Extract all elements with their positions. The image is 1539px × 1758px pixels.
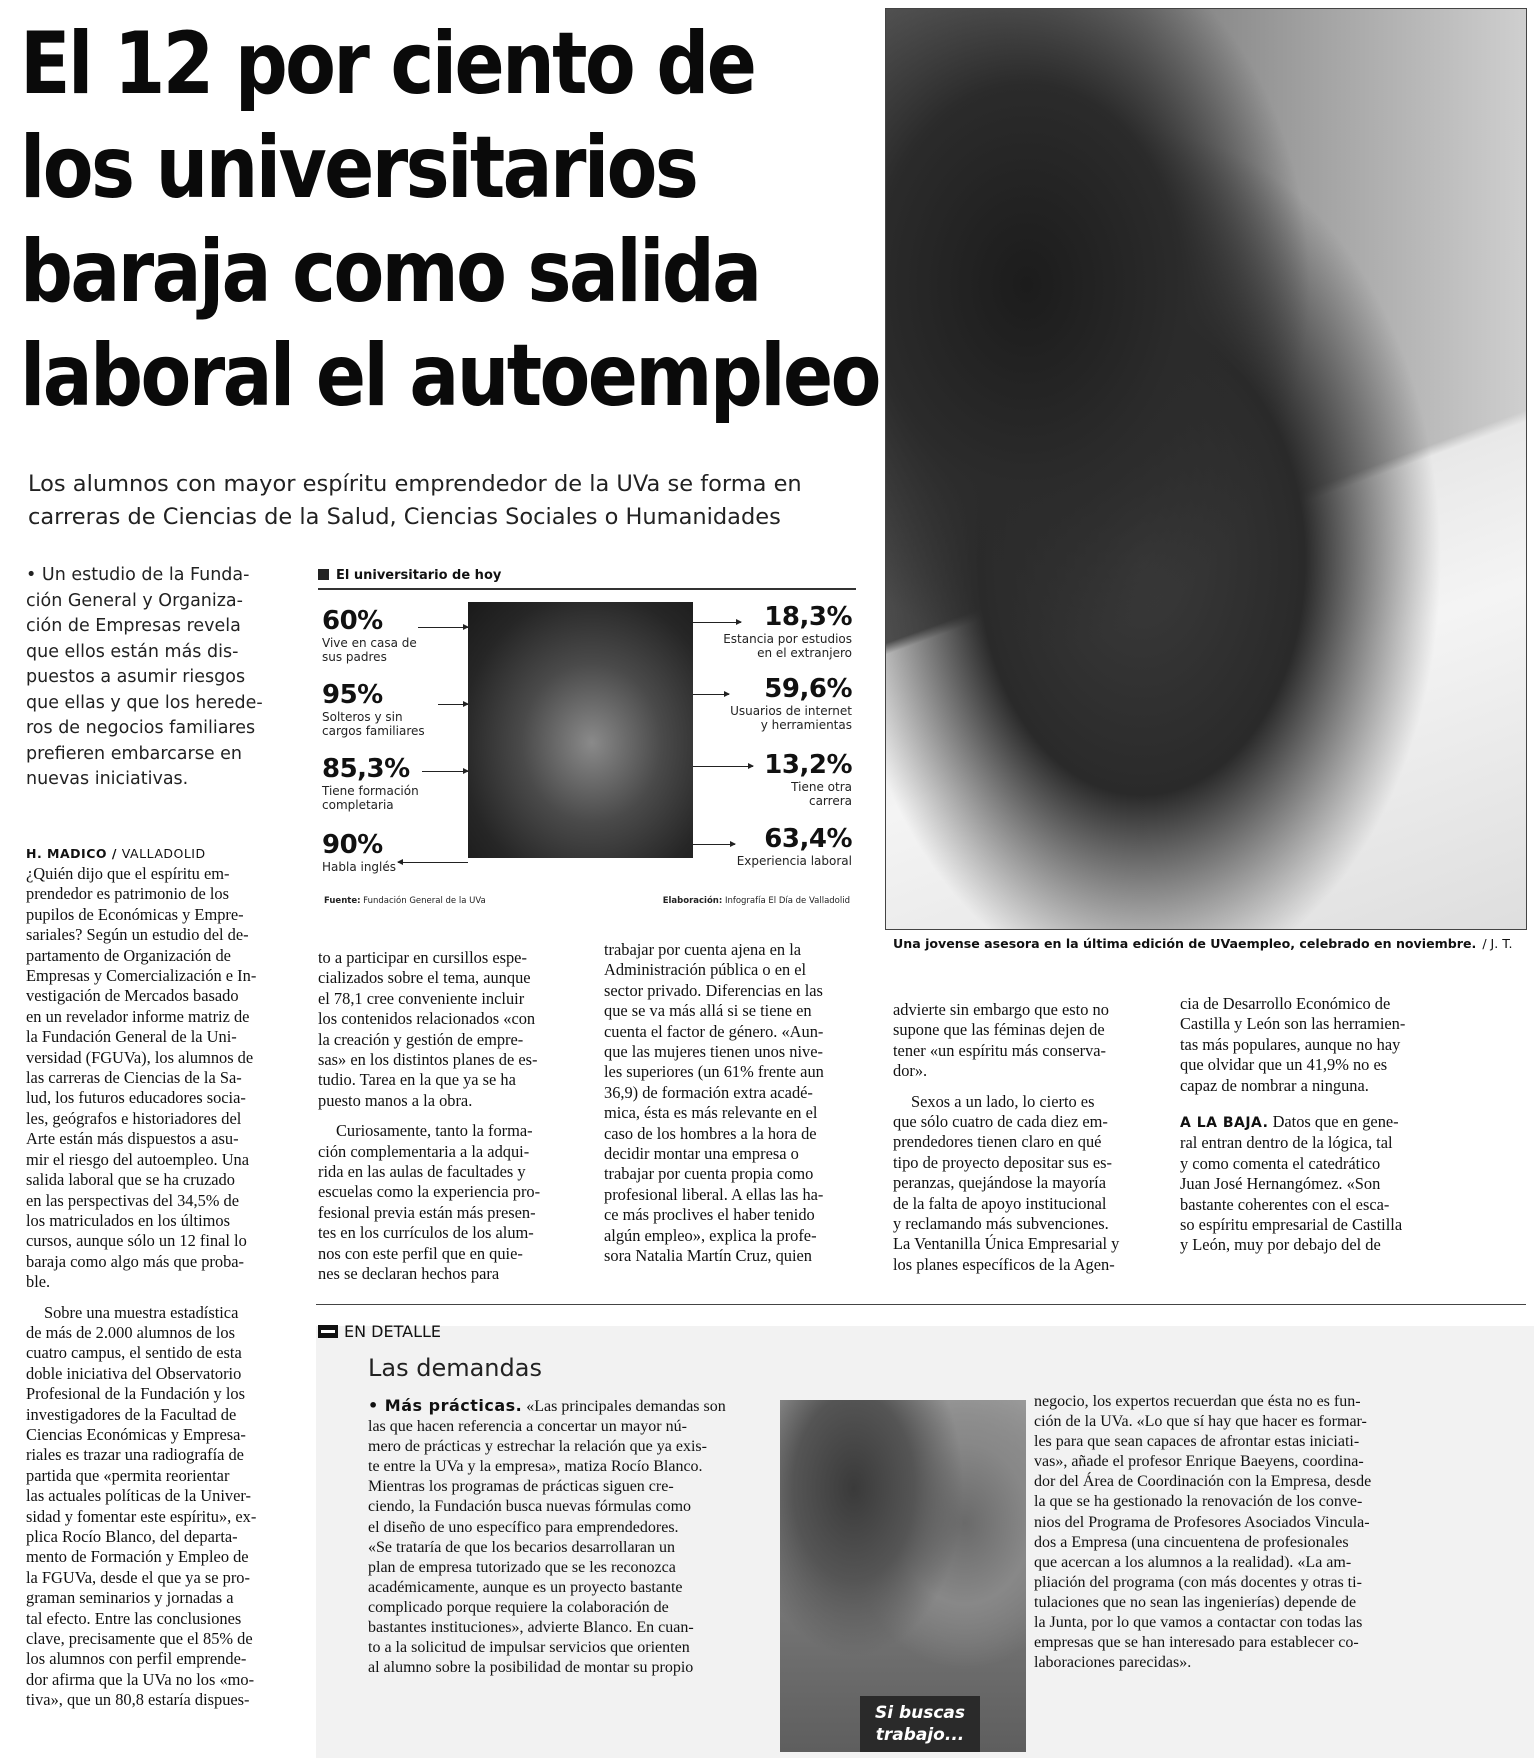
body-line: los alumnos con perfil emprende- bbox=[26, 1649, 247, 1669]
body-line: que olvidar que un 41,9% no es bbox=[1180, 1055, 1388, 1075]
stat-label: Vive en casa de bbox=[322, 636, 417, 650]
body-line: sector privado. Diferencias en las bbox=[604, 980, 823, 1000]
stat-left bbox=[322, 754, 419, 812]
main-photo bbox=[885, 8, 1527, 930]
byline-author: H. MADICO bbox=[26, 846, 108, 861]
body-line: ción complementaria a la adqui- bbox=[318, 1141, 530, 1161]
body-line: en las perspectivas del 34,5% de bbox=[26, 1190, 240, 1210]
stat-left bbox=[322, 830, 396, 874]
stat-value: 13,2% bbox=[764, 750, 852, 780]
body-line: los contenidos relacionados «con bbox=[318, 1009, 536, 1029]
body-line: Ciencias Económicas y Empresa- bbox=[26, 1424, 246, 1444]
subheadline bbox=[28, 468, 868, 534]
stat-right bbox=[737, 824, 852, 868]
pointer-arrow-icon bbox=[418, 627, 468, 628]
stat-label: sus padres bbox=[322, 650, 387, 664]
body-line: ce más proclives el haber tenido bbox=[604, 1205, 815, 1225]
pointer-arrow-icon bbox=[422, 771, 468, 772]
body-line: tipo de proyecto depositar sus es- bbox=[893, 1152, 1112, 1172]
lead-line: prefieren embarcarse en bbox=[26, 743, 243, 764]
body-line: mir el riesgo del autoempleo. Una bbox=[26, 1149, 250, 1169]
lead-line: ción General y Organiza- bbox=[26, 590, 243, 611]
body-line: la creación y gestión de empre- bbox=[318, 1029, 524, 1049]
byline bbox=[26, 846, 206, 861]
photo-credit: / J. T. bbox=[1482, 936, 1513, 951]
pointer-arrow-icon bbox=[693, 844, 735, 845]
body-line: mica, ésta es más relevante en el bbox=[604, 1103, 818, 1123]
pointer-arrow-icon bbox=[693, 766, 753, 767]
body-line: los planes específicos de la Agen- bbox=[893, 1254, 1115, 1274]
body-line: to a la solicitud de impulsar servicios que orienten bbox=[368, 1639, 690, 1657]
body-line: cia de Desarrollo Económico de bbox=[1180, 994, 1391, 1013]
stat-value: 85,3% bbox=[322, 754, 410, 784]
pointer-arrow-icon bbox=[398, 862, 468, 863]
body-line: advierte sin embargo que esto no bbox=[893, 1000, 1109, 1019]
body-line: so espíritu empresarial de Castilla bbox=[1180, 1215, 1403, 1235]
body-line: decidir montar una empresa o bbox=[604, 1144, 799, 1164]
headline bbox=[20, 12, 879, 428]
body-line: salida laboral que se ha cruzado bbox=[26, 1170, 235, 1190]
body-column-2 bbox=[318, 948, 582, 1285]
body-line: puesto manos a la obra. bbox=[318, 1090, 473, 1110]
body-line: la Junta, por lo que vamos a contactar con todas las bbox=[1034, 1614, 1363, 1632]
infographic bbox=[318, 566, 856, 912]
body-line: el diseño de uno específico para emprendedores. bbox=[368, 1518, 679, 1536]
stat-label: cargos familiares bbox=[322, 724, 425, 738]
pointer-arrow-icon bbox=[693, 622, 741, 623]
body-line: y reclamando más subvenciones. bbox=[893, 1214, 1109, 1234]
body-line: supone que las féminas dejen de bbox=[893, 1020, 1105, 1040]
square-bullet-icon bbox=[318, 569, 329, 580]
infographic-title-text: El universitario de hoy bbox=[336, 568, 502, 583]
lead-summary bbox=[26, 563, 276, 793]
infographic-photo bbox=[468, 602, 693, 858]
body-line: sariales? Según un estudio del de- bbox=[26, 925, 249, 945]
stat-value: 60% bbox=[322, 606, 383, 636]
body-line: complicado porque requiere la colaboración de bbox=[368, 1598, 669, 1616]
headline-line: laboral el autoempleo bbox=[20, 326, 879, 426]
body-line: dor». bbox=[893, 1061, 928, 1081]
credit-label: Elaboración: bbox=[662, 896, 723, 906]
byline-place: VALLADOLID bbox=[121, 846, 206, 861]
body-line: sas» en los distintos planes de es- bbox=[318, 1050, 538, 1070]
body-line: capaz de nombrar a ninguna. bbox=[1180, 1075, 1369, 1095]
detail-tag-icon bbox=[318, 1325, 338, 1338]
photo-caption bbox=[893, 936, 1512, 951]
body-line: 36,9) de formación extra acadé- bbox=[604, 1082, 813, 1102]
body-line: cuenta el factor de género. «Aun- bbox=[604, 1021, 824, 1041]
detail-kicker: • Más prácticas. bbox=[368, 1396, 523, 1415]
body-line: riales es trazar una radiografía de bbox=[26, 1445, 244, 1465]
body-line: te entre la UVa y la empresa», matiza Rocío Blanco. bbox=[368, 1458, 703, 1476]
body-line: las actuales políticas de la Univer- bbox=[26, 1486, 251, 1506]
body-line: los matriculados en los últimos bbox=[26, 1210, 230, 1230]
section-kicker: A LA BAJA. bbox=[1180, 1115, 1269, 1132]
stat-label: Tiene formación bbox=[322, 784, 419, 798]
lead-line: puestos a asumir riesgos bbox=[26, 667, 246, 687]
subheadline-line: carreras de Ciencias de la Salud, Ciencias Sociales o Humanidades bbox=[28, 504, 781, 530]
body-line: Curiosamente, tanto la forma- bbox=[336, 1121, 533, 1141]
body-line: dor del Área de Coordinación con la Empresa, desde bbox=[1034, 1473, 1372, 1491]
stat-label: Usuarios de internet bbox=[730, 704, 852, 718]
body-line: el 78,1 cree conveniente incluir bbox=[318, 988, 525, 1008]
detail-title: Las demandas bbox=[368, 1354, 542, 1382]
photo-sign-line: Si buscas bbox=[874, 1703, 966, 1723]
body-line: trabajar por cuenta propia como bbox=[604, 1164, 814, 1184]
body-line: ble. bbox=[26, 1272, 51, 1292]
body-line: las que hacen referencia a concertar un mayor nú- bbox=[368, 1418, 687, 1436]
body-line: to a participar en cursillos espe- bbox=[318, 948, 527, 967]
source-label: Fuente: bbox=[324, 896, 361, 906]
body-line: pupilos de Económicas y Empre- bbox=[26, 904, 244, 924]
body-line: Juan José Hernangómez. «Son bbox=[1180, 1174, 1381, 1194]
body-line: bastantes instituciones», advierte Blanco. En cuan- bbox=[368, 1619, 694, 1637]
body-line: ¿Quién dijo que el espíritu em- bbox=[26, 864, 230, 883]
body-line: cializados sobre el tema, aunque bbox=[318, 968, 531, 988]
byline-separator: / bbox=[107, 846, 122, 861]
photo-sign bbox=[860, 1696, 980, 1752]
headline-line: El 12 por ciento de bbox=[20, 14, 755, 114]
infographic-credit bbox=[663, 896, 850, 906]
body-line: Sexos a un lado, lo cierto es bbox=[911, 1091, 1095, 1111]
body-line: ciendo, la Fundación busca nuevas fórmulas como bbox=[368, 1498, 692, 1516]
photo-sign-line: trabajo... bbox=[875, 1725, 965, 1745]
body-line: prendedor es patrimonio de los bbox=[26, 884, 230, 904]
body-line bbox=[368, 1396, 768, 1417]
body-line: sidad y fomentar este espíritu», ex- bbox=[26, 1506, 257, 1526]
body-line: partamento de Organización de bbox=[26, 945, 231, 965]
section-divider bbox=[316, 1304, 1526, 1305]
body-line: dor afirma que la UVa no los «mo- bbox=[26, 1669, 255, 1689]
body-line: tiva», que un 80,8 estaría dispues- bbox=[26, 1690, 250, 1710]
stat-right bbox=[764, 750, 852, 808]
photo-caption-text: Una jovense asesora en la última edición de UVaempleo, celebrado en noviembre. bbox=[893, 936, 1477, 951]
body-line: algún empleo», explica la profe- bbox=[604, 1225, 817, 1245]
body-line: nios del Programa de Profesores Asociados Vincula- bbox=[1034, 1513, 1370, 1531]
body-line bbox=[1180, 1112, 1444, 1133]
detail-column-left bbox=[368, 1396, 768, 1678]
subheadline-line: Los alumnos con mayor espíritu emprendedor de la UVa se forma en bbox=[28, 471, 802, 497]
body-line: la que se ha gestionado la renovación de los conve- bbox=[1034, 1493, 1363, 1511]
stat-right bbox=[730, 674, 852, 732]
body-line: versidad (FGUVa), los alumnos de bbox=[26, 1047, 254, 1067]
body-line: Sobre una muestra estadística bbox=[44, 1302, 239, 1322]
body-line: la Fundación General de la Uni- bbox=[26, 1027, 237, 1047]
body-line: laboraciones parecidas». bbox=[1034, 1654, 1192, 1672]
lead-line: nuevas iniciativas. bbox=[26, 769, 189, 789]
body-line: caso de los hombres a la hora de bbox=[604, 1123, 817, 1143]
body-line: Profesional de la Fundación y los bbox=[26, 1384, 245, 1404]
stat-label: Estancia por estudios bbox=[723, 632, 852, 646]
body-line: tudio. Tarea en la que ya se ha bbox=[318, 1070, 516, 1090]
body-line: nos con este perfil que en quie- bbox=[318, 1243, 523, 1263]
stat-left bbox=[322, 606, 417, 664]
body-line: y como comenta el catedrático bbox=[1180, 1153, 1381, 1173]
body-line: que acercan a los alumnos a la realidad). «La am- bbox=[1034, 1553, 1352, 1571]
stat-label: Tiene otra bbox=[791, 780, 852, 794]
body-line: Castilla y León son las herramien- bbox=[1180, 1014, 1406, 1034]
stat-value: 95% bbox=[322, 680, 383, 710]
body-line: trabajar por cuenta ajena en la bbox=[604, 940, 802, 959]
body-line: que se va más allá si se tiene en bbox=[604, 1001, 812, 1021]
stat-label: Solteros y sin bbox=[322, 710, 403, 724]
body-line: peranzas, quejándose la mayoría bbox=[893, 1173, 1106, 1193]
body-line: prendedores tienen claro en qué bbox=[893, 1132, 1102, 1152]
lead-line: • Un estudio de la Funda- bbox=[26, 565, 250, 585]
infographic-source bbox=[324, 896, 486, 906]
body-line: Arte están más dispuestos a asu- bbox=[26, 1129, 239, 1149]
body-line: Mientras los programas de prácticas siguen cre- bbox=[368, 1478, 674, 1496]
body-line: en un revelador informe matriz de bbox=[26, 1006, 250, 1026]
body-line-text: «Las principales demandas son bbox=[522, 1398, 726, 1415]
body-line: la FGUVa, desde el que ya se pro- bbox=[26, 1567, 250, 1587]
stat-label: en el extranjero bbox=[757, 646, 852, 660]
body-line: Administración pública o en el bbox=[604, 960, 807, 980]
body-line: profesional liberal. A ellas las ha- bbox=[604, 1184, 824, 1204]
stat-value: 18,3% bbox=[764, 602, 852, 632]
detail-column-right bbox=[1034, 1392, 1464, 1673]
body-line: vestigación de Mercados basado bbox=[26, 986, 239, 1006]
body-line: lud, los futuros educadores socia- bbox=[26, 1088, 246, 1108]
lead-line: que ellas y que los herede- bbox=[26, 692, 263, 713]
stat-label: completaria bbox=[322, 798, 394, 812]
body-line: tes en los currículos de los alum- bbox=[318, 1223, 534, 1243]
body-line: sora Natalia Martín Cruz, quien bbox=[604, 1246, 813, 1266]
body-line: bastante coherentes con el esca- bbox=[1180, 1194, 1390, 1214]
detail-photo bbox=[780, 1400, 1026, 1752]
body-column-1 bbox=[26, 864, 296, 1711]
body-line: investigadores de la Facultad de bbox=[26, 1404, 237, 1424]
body-line: graman seminarios y jornadas a bbox=[26, 1588, 234, 1608]
lead-line: ción de Empresas revela bbox=[26, 616, 241, 636]
stat-label: Habla inglés bbox=[322, 860, 397, 874]
body-line: les para que sean capaces de afrontar estas iniciati- bbox=[1034, 1433, 1360, 1451]
body-line: cursos, aunque sólo un 12 final lo bbox=[26, 1231, 247, 1251]
body-line: tal efecto. Entre las conclusiones bbox=[26, 1608, 242, 1628]
source-text: Fundación General de la UVa bbox=[360, 896, 486, 906]
headline-line: baraja como salida bbox=[20, 222, 760, 322]
body-line: baraja como algo más que proba- bbox=[26, 1251, 245, 1271]
body-line-text: Datos que en gene- bbox=[1268, 1112, 1399, 1132]
lead-line: que ellos están más dis- bbox=[26, 641, 239, 662]
stat-left bbox=[322, 680, 425, 738]
body-line: tas más populares, aunque no hay bbox=[1180, 1034, 1401, 1054]
body-line: mento de Formación y Empleo de bbox=[26, 1547, 249, 1567]
body-line: tulaciones que no sean las ingenierías) depende de bbox=[1034, 1593, 1357, 1611]
body-line: plica Rocío Blanco, del departa- bbox=[26, 1527, 238, 1546]
infographic-title bbox=[318, 566, 856, 590]
pointer-arrow-icon bbox=[438, 704, 468, 705]
body-line: que sólo cuatro de cada diez em- bbox=[893, 1112, 1108, 1132]
detail-tag bbox=[318, 1322, 441, 1341]
stat-value: 90% bbox=[322, 830, 383, 860]
body-column-3 bbox=[604, 940, 868, 1267]
body-line: pliación del programa (con más docentes y otras ti- bbox=[1034, 1573, 1362, 1591]
credit-text: Infografía El Día de Valladolid bbox=[722, 896, 850, 906]
body-line: plan de empresa tutorizado que se les reconozca bbox=[368, 1558, 676, 1576]
body-line: nes se declaran hechos para bbox=[318, 1264, 500, 1284]
body-line: escuelas como la experiencia pro- bbox=[318, 1182, 541, 1202]
body-line: y León, muy por debajo del de bbox=[1180, 1235, 1381, 1255]
lead-line: ros de negocios familiares bbox=[26, 718, 256, 738]
body-line: de la falta de apoyo institucional bbox=[893, 1193, 1107, 1213]
body-line: al alumno sobre la posibilidad de montar su propio bbox=[368, 1659, 694, 1677]
body-line: cuatro campus, el sentido de esta bbox=[26, 1343, 242, 1363]
stat-label: carrera bbox=[808, 794, 852, 808]
body-line: partida que «permita reorientar bbox=[26, 1465, 230, 1485]
stat-label: Experiencia laboral bbox=[736, 854, 852, 868]
body-column-4 bbox=[893, 1000, 1155, 1275]
body-line: las carreras de Ciencias de la Sa- bbox=[26, 1068, 242, 1088]
detail-tag-text: EN DETALLE bbox=[344, 1322, 442, 1341]
body-line: de más de 2.000 alumnos de los bbox=[26, 1322, 235, 1342]
body-column-5 bbox=[1180, 994, 1444, 1256]
body-line: Empresas y Comercialización e In- bbox=[26, 966, 257, 986]
body-line: que las mujeres tienen unos nive- bbox=[604, 1042, 823, 1062]
stat-right bbox=[723, 602, 852, 660]
body-line: fesional previa están más presen- bbox=[318, 1202, 536, 1222]
stat-value: 59,6% bbox=[764, 674, 852, 704]
body-line: clave, precisamente que el 85% de bbox=[26, 1629, 253, 1649]
headline-line: los universitarios bbox=[20, 118, 697, 218]
body-line: «Se trataría de que los becarios desarrollaran un bbox=[368, 1538, 675, 1556]
body-line: ción de la UVa. «Lo que sí hay que hacer es formar- bbox=[1034, 1413, 1367, 1431]
body-line: doble iniciativa del Observatorio bbox=[26, 1363, 242, 1383]
stat-value: 63,4% bbox=[764, 824, 852, 854]
body-line: académicamente, aunque es un proyecto bastante bbox=[368, 1578, 683, 1596]
body-line: La Ventanilla Única Empresarial y bbox=[893, 1234, 1120, 1254]
body-line: dos a Empresa (una cincuentena de profesionales bbox=[1034, 1533, 1349, 1551]
body-line: empresas que se han interesado para establecer co- bbox=[1034, 1634, 1359, 1652]
body-line: les, geógrafos e historiadores del bbox=[26, 1108, 242, 1128]
stat-label: y herramientas bbox=[760, 718, 852, 732]
body-line: les superiores (un 61% frente aun bbox=[604, 1062, 824, 1082]
body-line: negocio, los expertos recuerdan que ésta no es fun- bbox=[1034, 1393, 1361, 1410]
body-line: tener «un espíritu más conserva- bbox=[893, 1040, 1107, 1060]
body-line: rida en las aulas de facultades y bbox=[318, 1162, 526, 1182]
body-line: vas», añade el profesor Enrique Baeyens, coordina- bbox=[1034, 1453, 1364, 1471]
body-line: ral entran dentro de la lógica, tal bbox=[1180, 1133, 1393, 1153]
body-line: mero de prácticas y estrechar la relación que ya exis- bbox=[368, 1438, 707, 1456]
pointer-arrow-icon bbox=[693, 694, 729, 695]
